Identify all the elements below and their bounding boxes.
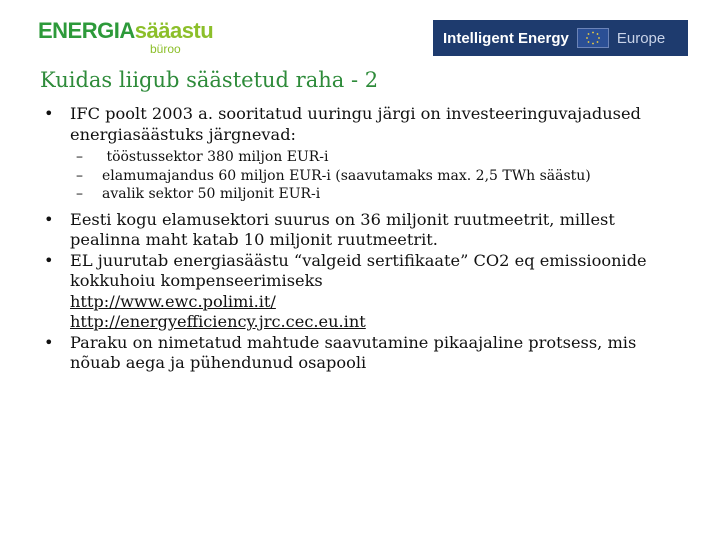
bullet-item <box>40 104 680 145</box>
bullet-item <box>40 333 680 374</box>
eu-flag-icon <box>577 28 609 48</box>
dash-marker: – <box>76 186 83 202</box>
sub-bullet-text: avalik sektor 50 miljonit EUR-i <box>102 186 321 202</box>
logo-text-saastu: sääastu <box>134 18 214 43</box>
logo-text-intelligent-energy: Intelligent Energy <box>443 29 569 47</box>
sub-bullet-item <box>40 148 680 167</box>
bullet-text: IFC poolt 2003 a. sooritatud uuringu järgi on investeeringuvajadused energiasäästuks järgnevad: <box>70 104 641 144</box>
bullet-marker: • <box>44 332 54 352</box>
logo-text-buroo: büroo <box>150 42 181 56</box>
link-ewc-polimi[interactable]: http://www.ewc.polimi.it/ <box>70 291 276 311</box>
bullet-item <box>40 210 680 251</box>
slide-content <box>40 104 680 374</box>
bullet-marker: • <box>44 250 54 270</box>
bullet-text: EL juurutab energiasäästu “valgeid sertifikaate” CO2 eq emissioonide kokkuhoiu kompenseerimiseks <box>70 250 647 290</box>
link-energyefficiency-jrc[interactable]: http://energyefficiency.jrc.cec.eu.int <box>70 312 366 331</box>
energiasaastu-logo <box>38 18 214 56</box>
logo-wordmark <box>38 18 214 43</box>
slide-title: Kuidas liigub säästetud raha - 2 <box>40 68 379 92</box>
sub-bullet-item <box>40 167 680 186</box>
bullet-text: Paraku on nimetatud mahtude saavutamine pikaajaline protsess, mis nõuab aega ja pühendunud osapooli <box>70 332 637 372</box>
intelligent-energy-europe-logo <box>433 20 688 56</box>
sub-bullet-text: elamumajandus 60 miljon EUR-i (saavutamaks max. 2,5 TWh säästu) <box>102 167 591 184</box>
sub-bullet-item <box>40 185 680 204</box>
bullet-text: Eesti kogu elamusektori suurus on 36 miljonit ruutmeetrit, millest pealinna maht katab 10 miljonit ruutmeetrit. <box>70 209 615 249</box>
dash-marker: – <box>76 149 83 165</box>
sub-bullet-text: tööstussektor 380 miljon EUR-i <box>102 149 329 165</box>
bullet-marker: • <box>44 104 54 123</box>
bullet-item <box>40 251 680 333</box>
logo-text-energia: ENERGIA <box>38 18 135 43</box>
bullet-marker: • <box>44 209 54 229</box>
logo-text-europe: Europe <box>616 29 666 47</box>
dash-marker: – <box>76 167 83 184</box>
